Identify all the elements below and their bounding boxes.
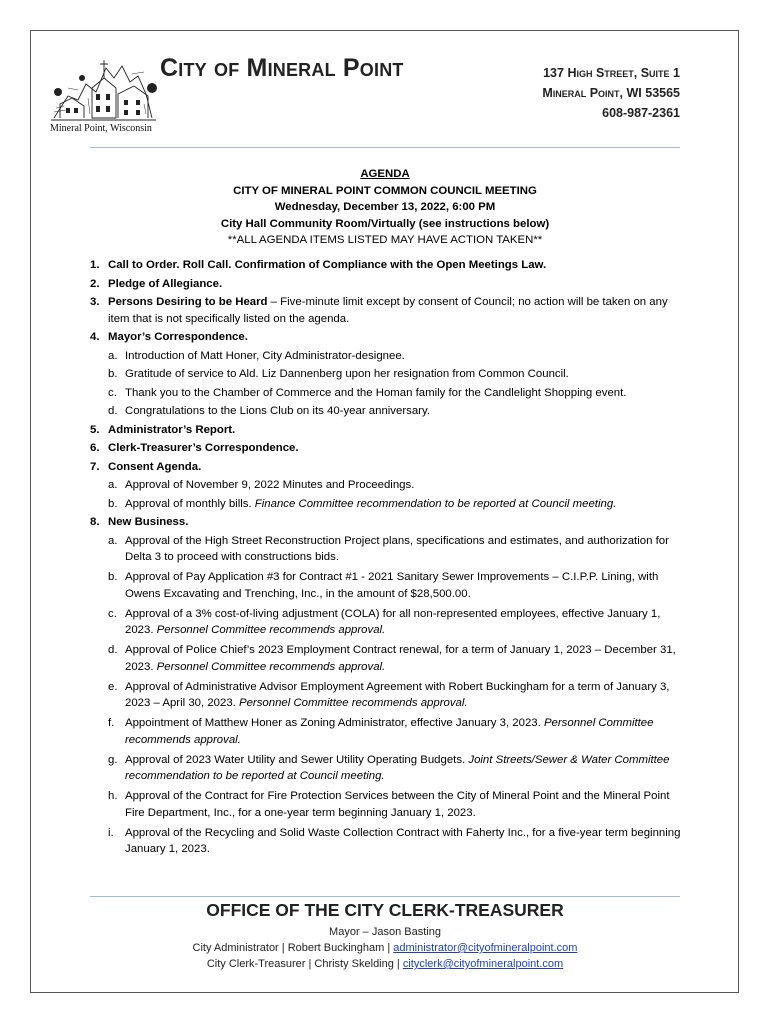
sub-item-letter: a.: [108, 534, 118, 547]
item-title: Administrator’s Report.: [108, 423, 236, 436]
agenda-item-3: [90, 294, 685, 327]
sub-item-letter: g.: [108, 753, 118, 766]
item-title: Mayor’s Correspondence.: [108, 331, 248, 343]
sub-item: [90, 477, 685, 494]
item-number: 5.: [90, 423, 100, 436]
clerk-email-link[interactable]: cityclerk@cityofmineralpoint.com: [402, 958, 564, 970]
agenda-item-5: [90, 422, 685, 439]
meeting-location: City Hall Community Room/Virtually (see instructions below): [220, 217, 550, 230]
sub-item-text: Approval of Administrative Advisor Employment Agreement with Robert Buckingham for a term of January 3, 2023 – April 30, 2023.: [125, 680, 670, 709]
phone-number: 608-987-2361: [602, 106, 680, 120]
sub-item-letter: d.: [108, 405, 118, 417]
logo-caption: Mineral Point, Wisconsin: [50, 123, 152, 134]
item-number: 6.: [90, 442, 100, 454]
sub-item: [90, 606, 685, 639]
sub-item-text: Approval of a 3% cost-of-living adjustment (COLA) for all non-represented employees, effective January 1, 2023.: [125, 607, 661, 636]
sub-item-letter: a.: [108, 349, 118, 362]
sub-item-letter: b.: [108, 571, 118, 583]
agenda-title: AGENDA: [360, 168, 410, 180]
item-text: – Five-minute limit except by consent of Council; no action will be taken on any item that is not specifically listed on the agenda.: [108, 296, 668, 325]
sub-item-letter: b.: [108, 368, 118, 380]
header-divider: [90, 147, 680, 148]
sub-item: [90, 533, 685, 566]
meeting-name: CITY OF MINERAL POINT COMMON COUNCIL MEETING: [233, 184, 537, 197]
sub-item-letter: e.: [108, 680, 118, 693]
sub-item: [90, 752, 685, 785]
agenda-item-2: [90, 276, 685, 293]
sub-item-letter: c.: [108, 386, 117, 399]
sub-item-text: Approval of the High Street Reconstruction Project plans, specifications and estimates, and authorization for Delta 3 to proceed with constructions bids.: [125, 534, 669, 563]
administrator-label: City Administrator | Robert Buckingham |: [192, 942, 394, 954]
sub-item: [90, 496, 685, 513]
sub-item-text: Approval of the Recycling and Solid Waste Collection Contract with Faherty Inc., for a five-year term beginning January 1, 2023.: [125, 826, 681, 855]
sub-item: [90, 569, 685, 602]
sub-item-text: Approval of monthly bills.: [125, 497, 255, 510]
address-line2: Mineral Point, WI 53565: [542, 86, 680, 100]
sub-item-note: Finance Committee recommendation to be reported at Council meeting.: [254, 497, 617, 510]
sub-item-letter: f.: [108, 717, 115, 729]
agenda-heading: [90, 166, 680, 249]
sub-item-letter: h.: [108, 790, 118, 802]
sub-item: [90, 403, 685, 420]
sub-item: [90, 348, 685, 365]
sub-item-text: Approval of Pay Application #3 for Contract #1 - 2021 Sanitary Sewer Improvements – C.I.P.P. Lining, with Owens Excavating and Trenching, Inc., in the amount of $28,500.00.: [125, 571, 659, 600]
sub-item: [90, 825, 685, 858]
meeting-datetime: Wednesday, December 13, 2022, 6:00 PM: [274, 201, 496, 213]
city-title: City of Mineral Point: [160, 54, 404, 82]
sub-item-text: Introduction of Matt Honer, City Administrator-designee.: [125, 349, 405, 362]
sub-item-letter: b.: [108, 497, 118, 510]
sub-item: [90, 366, 685, 383]
administrator-line: [90, 940, 680, 956]
agenda-items: [90, 255, 685, 858]
sub-item: [90, 385, 685, 402]
sub-item-letter: i.: [108, 826, 114, 839]
office-title: OFFICE OF THE CITY CLERK-TREASURER: [206, 900, 564, 920]
contact-block: [90, 924, 680, 972]
item-number: 3.: [90, 296, 100, 308]
sub-item-text: Congratulations to the Lions Club on its 40-year anniversary.: [125, 405, 430, 417]
item-title: Call to Order. Roll Call. Confirmation of Compliance with the Open Meetings Law.: [108, 259, 547, 271]
agenda-item-4: [90, 329, 685, 346]
item-title: New Business.: [108, 516, 189, 528]
item-title: Persons Desiring to be Heard: [108, 296, 268, 308]
city-address: [542, 63, 680, 123]
city-logo-icon: [48, 48, 158, 128]
item-number: 1.: [90, 259, 100, 271]
sub-item-note: Personnel Committee recommends approval.: [239, 697, 468, 709]
item-number: 2.: [90, 277, 100, 290]
sub-item-letter: a.: [108, 479, 118, 491]
agenda-item-1: [90, 257, 685, 274]
item-title: Pledge of Allegiance.: [108, 277, 223, 290]
sub-item-letter: d.: [108, 644, 118, 656]
item-title: Consent Agenda.: [108, 460, 202, 473]
sub-item: [90, 788, 685, 821]
item-number: 8.: [90, 516, 100, 528]
clerk-label: City Clerk-Treasurer | Christy Skelding |: [206, 958, 403, 970]
item-number: 4.: [90, 331, 100, 343]
sub-item: [90, 715, 685, 748]
mayor-line: Mayor – Jason Basting: [329, 926, 441, 938]
action-notice: **ALL AGENDA ITEMS LISTED MAY HAVE ACTION TAKEN**: [227, 234, 543, 246]
sub-item: [90, 642, 685, 675]
item-title: Clerk-Treasurer’s Correspondence.: [108, 442, 299, 454]
agenda-item-7: [90, 459, 685, 476]
sub-item-text: Approval of November 9, 2022 Minutes and Proceedings.: [125, 479, 415, 491]
sub-item-text: Thank you to the Chamber of Commerce and the Homan family for the Candlelight Shopping event.: [125, 386, 627, 399]
item-number: 7.: [90, 460, 100, 473]
sub-item-text: Approval of the Contract for Fire Protection Services between the City of Mineral Point and the Mineral Point Fire Department, Inc., for a one-year term beginning January 1, 2023.: [125, 790, 670, 819]
sub-item-note: Personnel Committee recommends approval.: [125, 717, 654, 746]
sub-item-letter: c.: [108, 607, 117, 620]
footer-divider: [90, 896, 680, 897]
clerk-line: [90, 956, 680, 972]
sub-item-note: Personnel Committee recommends approval.: [156, 660, 386, 673]
agenda-item-6: [90, 440, 685, 457]
sub-item-text: Gratitude of service to Ald. Liz Dannenberg upon her resignation from Common Council.: [125, 368, 569, 380]
sub-item-note: Personnel Committee recommends approval.: [156, 624, 386, 636]
sub-item-note: Joint Streets/Sewer & Water Committee recommendation to be reported at Council meeting.: [125, 753, 670, 782]
sub-item-text: Approval of Police Chief’s 2023 Employment Contract renewal, for a term of January 1, 2023 – December 31, 2023.: [125, 644, 676, 673]
sub-item: [90, 679, 685, 712]
administrator-email-link[interactable]: administrator@cityofmineralpoint.com: [393, 942, 578, 954]
agenda-item-8: [90, 514, 685, 531]
sub-item-text: Approval of 2023 Water Utility and Sewer Utility Operating Budgets.: [125, 753, 469, 766]
address-line1: 137 High Street, Suite 1: [543, 66, 680, 80]
sub-item-text: Appointment of Matthew Honer as Zoning Administrator, effective January 3, 2023.: [125, 717, 544, 729]
